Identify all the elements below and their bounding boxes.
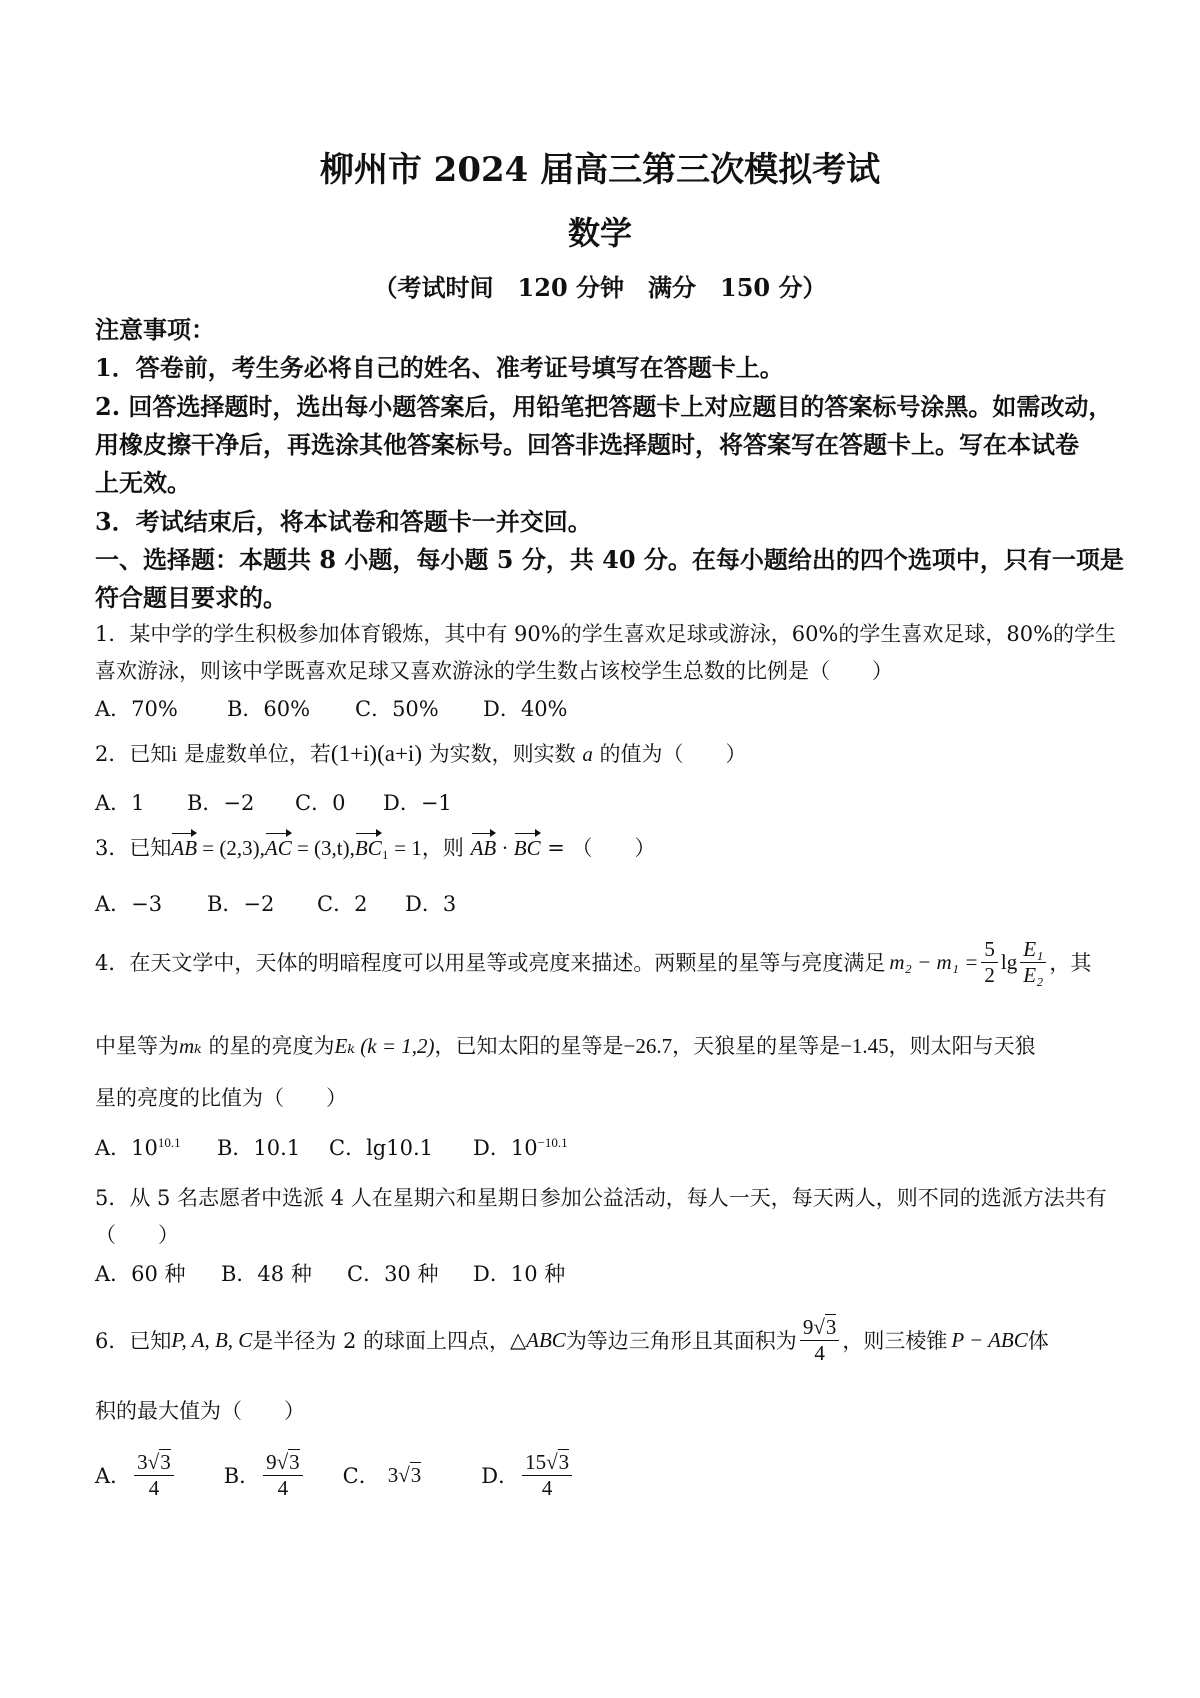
q3-bc-value: ₁ = 1 — [381, 836, 422, 860]
q6-option-c-value: 3√3 — [387, 1462, 422, 1487]
question-4-options — [95, 1132, 568, 1162]
q6-pyramid: P − ABC — [951, 1327, 1028, 1352]
q3-prefix: 3．已知 — [95, 836, 172, 860]
q5-option-c: C．30 种 — [347, 1262, 439, 1286]
q3-text: ，则 — [421, 836, 471, 860]
q2-text-2: 为实数，则实数 — [421, 742, 576, 766]
q2-expression: (1+i)(a+i) — [330, 741, 422, 766]
q4-sun-magnitude: −26.7 — [623, 1034, 673, 1058]
q3-suffix: = （ ） — [540, 836, 656, 860]
question-5-line-1: 5．从 5 名志愿者中选派 4 人在星期六和星期日参加公益活动，每人一天，每天两人，则不同的选派方法共有 — [95, 1186, 1107, 1210]
notice-item-2-line-2: 用橡皮擦干净后，再选涂其他答案标号。回答非选择题时，将答案写在答题卡上。写在本试卷 — [95, 430, 1079, 459]
question-4-line-3: 星的亮度的比值为（ ） — [95, 1086, 347, 1110]
q3-ac-value: = (3,t), — [291, 836, 355, 860]
question-1-options — [95, 693, 568, 723]
question-3 — [95, 832, 656, 862]
q2-variable: a — [582, 742, 593, 766]
question-5-options — [95, 1258, 565, 1288]
q2-text-1: 是虚数单位，若 — [177, 742, 331, 766]
q3-option-a: A．−3 — [95, 892, 163, 916]
question-6-line-1 — [95, 1308, 1049, 1372]
q6-points: P, A, B, C — [171, 1327, 253, 1352]
q2-option-b: B．−2 — [187, 791, 255, 815]
q3-ab-value: = (2,3), — [197, 836, 265, 860]
q2-option-d: D．−1 — [383, 791, 452, 815]
q6-text-5: 体 — [1027, 1329, 1049, 1353]
q4-text-1: 4．在天文学中，天体的明暗程度可以用星等或亮度来描述。两颗星的星等与亮度满足 — [95, 951, 886, 975]
q5-option-d: D．10 种 — [473, 1262, 566, 1286]
question-1-line-1: 1．某中学的学生积极参加体育锻炼，其中有 90%的学生喜欢足球或游泳，60%的学生喜欢足球，80%的学生 — [95, 622, 1117, 646]
question-6-line-2: 积的最大值为（ ） — [95, 1399, 305, 1423]
q2-option-a: A．1 — [95, 791, 145, 815]
q6-text-2: 是半径为 2 的球面上四点， — [252, 1329, 510, 1353]
q2-imaginary-unit: i — [171, 742, 178, 766]
q4-text-7: ，则太阳与天狼 — [888, 1034, 1036, 1058]
q3-vector-ab-2: AB — [470, 836, 497, 860]
exam-info: （考试时间 120 分钟 满分 150 分） — [373, 273, 827, 302]
q6-text-1: 6．已知 — [95, 1329, 172, 1353]
q4-sirius-magnitude: −1.45 — [840, 1034, 889, 1058]
q3-option-d: D．3 — [405, 892, 457, 916]
q6-option-d-value: $\frac{15√3}{4}$ — [522, 1450, 572, 1499]
question-4-line-2 — [95, 1030, 1036, 1060]
section-heading-line-2: 符合题目要求的。 — [95, 583, 287, 612]
exam-title: 柳州市 2024 届高三第三次模拟考试 — [319, 150, 881, 190]
q4-fraction: $\frac{5}{2}$ — [981, 937, 998, 986]
q4-text-4: 的星的亮度为 — [201, 1034, 335, 1058]
question-3-options — [95, 888, 456, 918]
q4-option-a: A．$10^{10.1}$ — [95, 1135, 181, 1160]
section-heading-line-1: 一、选择题：本题共 8 小题，每小题 5 分，共 40 分。在每小题给出的四个选项中，只有一项是 — [95, 545, 1124, 574]
question-1-line-2: 喜欢游泳，则该中学既喜欢足球又喜欢游泳的学生数占该校学生总数的比例是（ ） — [95, 659, 893, 683]
q6-triangle: △ABC — [510, 1327, 566, 1352]
q3-vector-ac: AC — [264, 836, 292, 860]
q4-ek: Eₖ (k = 1,2) — [334, 1034, 435, 1058]
q5-option-a: A．60 种 — [95, 1262, 186, 1286]
q2-option-c: C．0 — [295, 791, 346, 815]
q6-option-c-label: C． — [342, 1464, 380, 1488]
q6-option-d-label: D． — [481, 1464, 520, 1488]
notice-item-2-line-3: 上无效。 — [95, 468, 191, 497]
q4-mk: mₖ — [179, 1034, 202, 1058]
q4-text-3: 中星等为 — [95, 1034, 179, 1058]
q1-option-d: D．40% — [483, 697, 568, 721]
notice-item-3: 3．考试结束后，将本试卷和答题卡一并交回。 — [95, 507, 592, 536]
q4-text-5: ，已知太阳的星等是 — [434, 1034, 624, 1058]
notice-item-1: 1．答卷前，考生务必将自己的姓名、准考证号填写在答题卡上。 — [95, 353, 784, 382]
q4-energy-ratio: $\frac{\text{E₁}}{\text{E₂}}$ — [1020, 937, 1046, 986]
notice-item-2-line-1: 2. 回答选择题时，选出每小题答案后，用铅笔把答题卡上对应题目的答案标号涂黑。如需改动， — [95, 392, 1113, 421]
q6-option-b-value: $\frac{9√3}{4}$ — [263, 1450, 303, 1499]
q3-vector-ab: AB — [171, 836, 198, 860]
q4-text-2: ，其 — [1049, 951, 1092, 975]
question-2 — [95, 738, 747, 768]
question-4-line-1 — [95, 930, 1091, 994]
q3-vector-bc-2: BC — [513, 836, 541, 860]
q6-option-a-value: $\frac{3√3}{4}$ — [134, 1450, 174, 1499]
q6-text-3: 为等边三角形且其面积为 — [565, 1329, 797, 1353]
q4-option-d: D．$10^{-10.1}$ — [473, 1135, 568, 1160]
q4-formula-lhs: m₂ − m₁ = — [889, 949, 979, 974]
q4-lg: lg — [1000, 949, 1018, 974]
q6-area-fraction: $\frac{9√3}{4}$ — [800, 1315, 840, 1364]
q3-dot: · — [496, 836, 514, 860]
question-6-options — [95, 1440, 575, 1510]
q1-option-c: C．50% — [355, 697, 439, 721]
q1-option-a: A．70% — [95, 697, 178, 721]
q3-option-c: C．2 — [317, 892, 368, 916]
q2-text-3: 的值为（ ） — [592, 742, 747, 766]
q6-option-a-label: A． — [95, 1464, 132, 1488]
question-5-line-2: （ ） — [95, 1223, 179, 1247]
q5-option-b: B．48 种 — [221, 1262, 312, 1286]
q3-option-b: B．−2 — [207, 892, 275, 916]
subject-title: 数学 — [567, 214, 632, 252]
notice-heading: 注意事项： — [95, 315, 215, 344]
q3-vector-bc: BC — [354, 836, 382, 860]
q6-text-4: ，则三棱锥 — [842, 1329, 948, 1353]
q6-option-b-label: B． — [223, 1464, 261, 1488]
q4-option-b: B．10.1 — [217, 1136, 301, 1160]
q1-option-b: B．60% — [227, 697, 311, 721]
q4-text-6: ，天狼星的星等是 — [672, 1034, 841, 1058]
question-2-options — [95, 787, 452, 817]
q4-option-c: C．lg10.1 — [329, 1136, 433, 1160]
q2-prefix: 2．已知 — [95, 742, 172, 766]
